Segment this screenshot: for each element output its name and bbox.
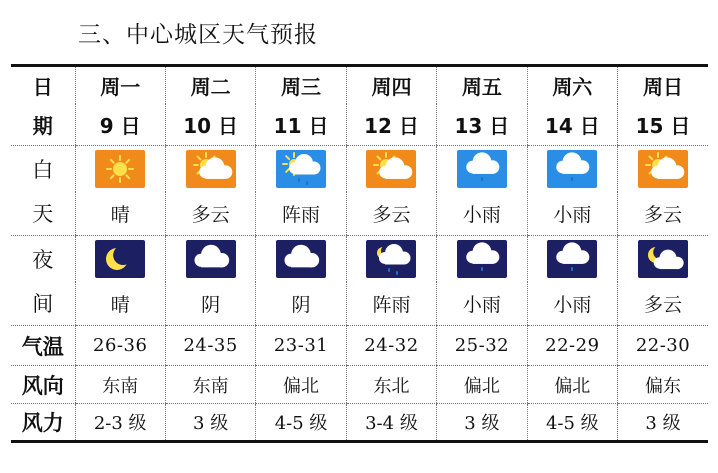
weekday-cell: 周日 <box>618 66 708 104</box>
weekday-cell: 周三 <box>256 66 346 104</box>
wind-direction-cell: 偏北 <box>527 366 617 404</box>
wind-direction-cell: 东南 <box>75 366 165 404</box>
date-cell: 11 日 <box>256 104 346 146</box>
night-weather-cell: 阴 <box>165 282 255 326</box>
day-icon-cell <box>256 146 346 192</box>
day-icon-cell <box>346 146 436 192</box>
day-icon-cell <box>618 146 708 192</box>
day-weather-cell: 小雨 <box>437 192 527 236</box>
row-label-temperature: 气温 <box>11 326 75 366</box>
day-weather-cell: 小雨 <box>527 192 617 236</box>
wind-direction-cell: 东南 <box>165 366 255 404</box>
night-weather-cell: 小雨 <box>527 282 617 326</box>
night-light-rain-icon <box>457 240 507 278</box>
weekday-cell: 周二 <box>165 66 255 104</box>
temperature-cell: 26-36 <box>75 326 165 366</box>
cloud-night-icon <box>186 240 236 278</box>
wind-direction-cell: 东北 <box>346 366 436 404</box>
night-icon-cell <box>437 236 527 282</box>
day-weather-cell: 多云 <box>346 192 436 236</box>
night-icon-cell <box>165 236 255 282</box>
temperature-cell: 24-35 <box>165 326 255 366</box>
row-label-night-top: 夜 <box>32 247 54 272</box>
table-row <box>11 192 708 236</box>
row-label-date-top: 日 <box>11 66 75 104</box>
partly-cloudy-icon <box>186 150 236 188</box>
light-rain-icon <box>547 150 597 188</box>
partly-cloudy-icon <box>366 150 416 188</box>
wind-direction-cell: 偏北 <box>437 366 527 404</box>
row-label-day-top: 白 <box>32 157 54 182</box>
table-row <box>11 236 708 282</box>
night-weather-cell: 晴 <box>75 282 165 326</box>
night-partly-cloudy-icon <box>638 240 688 278</box>
wind-force-cell: 3 级 <box>437 404 527 442</box>
wind-force-cell: 4-5 级 <box>527 404 617 442</box>
weekday-cell: 周一 <box>75 66 165 104</box>
moon-icon <box>95 240 145 278</box>
table-row <box>11 146 708 192</box>
date-cell: 9 日 <box>75 104 165 146</box>
day-icon-cell <box>165 146 255 192</box>
date-cell: 13 日 <box>437 104 527 146</box>
row-label-wind-force: 风力 <box>11 404 75 442</box>
page-title: 三、中心城区天气预报 <box>78 22 318 48</box>
temperature-cell: 23-31 <box>256 326 346 366</box>
row-label-night-bottom: 间 <box>11 282 75 326</box>
temperature-cell: 22-29 <box>527 326 617 366</box>
day-weather-cell: 阵雨 <box>256 192 346 236</box>
night-icon-cell <box>256 236 346 282</box>
day-icon-cell <box>437 146 527 192</box>
row-label-wind-direction: 风向 <box>11 366 75 404</box>
night-icon-cell <box>618 236 708 282</box>
weather-forecast-table <box>11 64 708 443</box>
light-rain-icon <box>457 150 507 188</box>
table-row <box>11 404 708 442</box>
weekday-cell: 周六 <box>527 66 617 104</box>
date-cell: 10 日 <box>165 104 255 146</box>
table-row <box>11 326 708 366</box>
night-icon-cell <box>75 236 165 282</box>
wind-force-cell: 3-4 级 <box>346 404 436 442</box>
row-label-date-bottom: 期 <box>11 104 75 146</box>
weekday-cell: 周四 <box>346 66 436 104</box>
wind-force-cell: 2-3 级 <box>75 404 165 442</box>
temperature-cell: 24-32 <box>346 326 436 366</box>
wind-force-cell: 4-5 级 <box>256 404 346 442</box>
sunny-icon <box>95 150 145 188</box>
day-weather-cell: 多云 <box>618 192 708 236</box>
night-weather-cell: 小雨 <box>437 282 527 326</box>
wind-direction-cell: 偏北 <box>256 366 346 404</box>
wind-force-cell: 3 级 <box>618 404 708 442</box>
date-cell: 12 日 <box>346 104 436 146</box>
cloud-night-icon <box>276 240 326 278</box>
row-label-day-bottom: 天 <box>11 192 75 236</box>
night-shower-icon <box>366 240 416 278</box>
day-weather-cell: 多云 <box>165 192 255 236</box>
table-row <box>11 66 708 104</box>
wind-force-cell: 3 级 <box>165 404 255 442</box>
date-cell: 15 日 <box>618 104 708 146</box>
date-cell: 14 日 <box>527 104 617 146</box>
night-weather-cell: 多云 <box>618 282 708 326</box>
day-icon-cell <box>527 146 617 192</box>
table-row <box>11 104 708 146</box>
wind-direction-cell: 偏东 <box>618 366 708 404</box>
day-icon-cell <box>75 146 165 192</box>
table-row <box>11 366 708 404</box>
weekday-cell: 周五 <box>437 66 527 104</box>
night-weather-cell: 阴 <box>256 282 346 326</box>
table-row <box>11 282 708 326</box>
night-light-rain-icon <box>547 240 597 278</box>
partly-cloudy-icon <box>638 150 688 188</box>
shower-icon <box>276 150 326 188</box>
temperature-cell: 25-32 <box>437 326 527 366</box>
night-icon-cell <box>346 236 436 282</box>
night-weather-cell: 阵雨 <box>346 282 436 326</box>
temperature-cell: 22-30 <box>618 326 708 366</box>
day-weather-cell: 晴 <box>75 192 165 236</box>
night-icon-cell <box>527 236 617 282</box>
